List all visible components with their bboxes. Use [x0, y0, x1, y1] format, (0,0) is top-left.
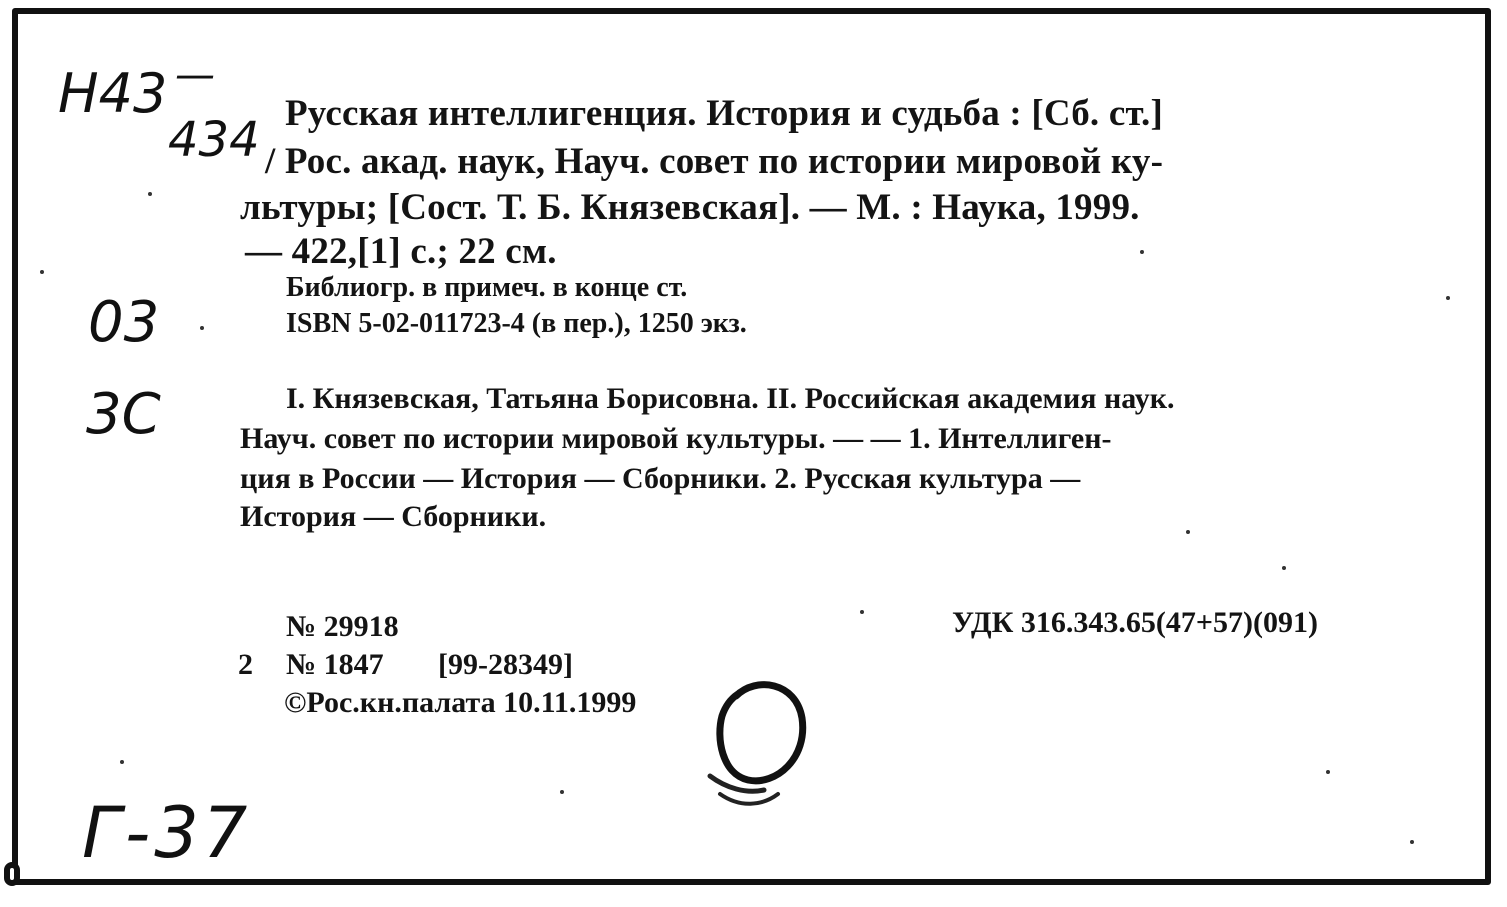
card-number: № 1847 [286, 648, 384, 681]
handwritten-dash: — [175, 52, 215, 98]
tracing-line-3: ция в России — История — Сборники. 2. Русская культура — [240, 462, 1081, 495]
speck [120, 760, 124, 764]
tracing-line-4: История — Сборники. [240, 500, 547, 533]
speck [148, 192, 152, 196]
entry-isbn-note: ISBN 5-02-011723-4 (в пер.), 1250 экз. [286, 308, 747, 339]
entry-title-line: Русская интеллигенция. История и судьба : [Сб. ст.] [285, 93, 1164, 134]
speck [1282, 566, 1286, 570]
speck [1186, 530, 1190, 534]
handwritten-call-number-bottom: 434 [168, 112, 260, 168]
speck [860, 610, 864, 614]
tracing-line-1: I. Князевская, Татьяна Борисовна. II. Российская академия наук. [286, 382, 1175, 415]
speck [200, 326, 204, 330]
record-number: № 29918 [286, 610, 399, 643]
speck [1140, 250, 1144, 254]
card-prefix: 2 [238, 648, 253, 681]
stamp-circle [686, 668, 836, 828]
speck [1326, 770, 1330, 774]
entry-responsibility-line: / Рос. акад. наук, Науч. совет по истории мировой ку- [265, 141, 1164, 182]
handwritten-code-3c: 3С [86, 382, 161, 447]
handwritten-bottom-mark: Г-37 [82, 792, 252, 874]
udc-classification: УДК 316.343.65(47+57)(091) [952, 606, 1318, 639]
speck [560, 790, 564, 794]
handwritten-code-03: 03 [88, 290, 160, 355]
entry-publication-line: льтуры; [Сост. Т. Б. Князевская]. — М. : Наука, 1999. [240, 187, 1140, 228]
entry-physical-description: — 422,[1] с.; 22 см. [245, 231, 557, 272]
card-corner-notch [4, 862, 20, 886]
entry-bibliography-note: Библиогр. в примеч. в конце ст. [286, 272, 688, 303]
card-code: [99-28349] [438, 648, 573, 681]
tracing-line-2: Науч. совет по истории мировой культуры. — — 1. Интеллиген- [240, 422, 1112, 455]
speck [1410, 840, 1414, 844]
speck [40, 270, 44, 274]
copyright-line: ©Рос.кн.палата 10.11.1999 [284, 686, 637, 719]
speck [1446, 296, 1450, 300]
handwritten-call-number-top: Н43 [58, 62, 168, 125]
